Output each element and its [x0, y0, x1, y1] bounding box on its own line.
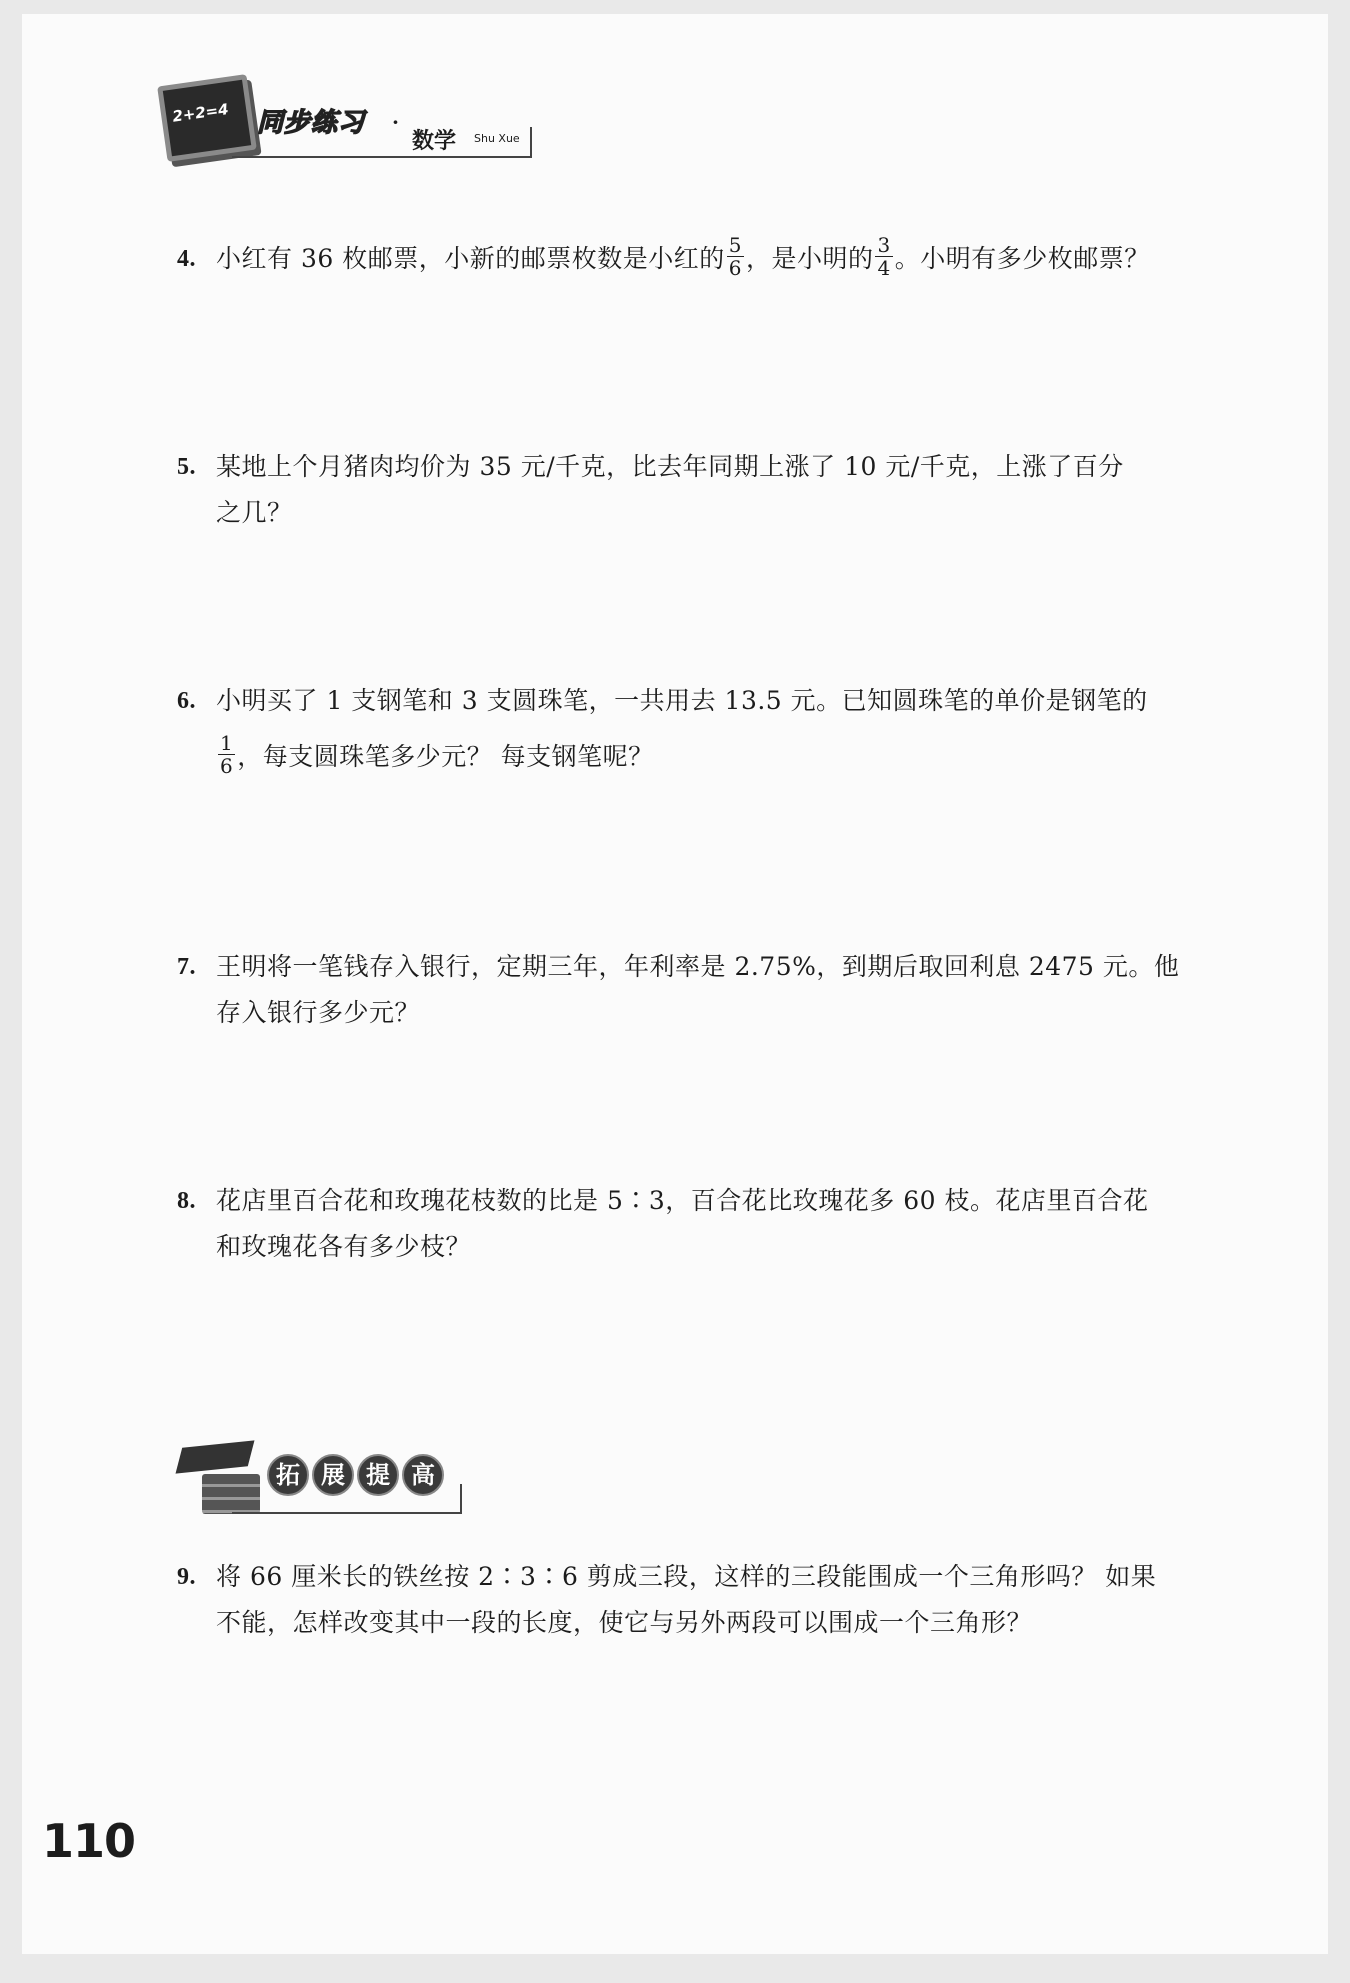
- fraction-numerator: 3: [877, 233, 891, 257]
- question-text-line2: 存入银行多少元？: [216, 998, 421, 1027]
- question-number: 9.: [177, 1564, 196, 1590]
- header-title: 同步练习: [257, 108, 366, 138]
- books-icon: [202, 1474, 260, 1514]
- question-text-line2: [216, 724, 1220, 790]
- question-text-line2: 之几？: [216, 498, 293, 527]
- graduation-cap-icon: [176, 1440, 255, 1473]
- question-number: 5.: [177, 454, 196, 480]
- question-text-line2: 和玫瑰花各有多少枝？: [216, 1232, 472, 1261]
- question-4: [177, 233, 1220, 283]
- question-text-line1: 将 66 厘米长的铁丝按 2∶3∶6 剪成三段，这样的三段能围成一个三角形吗？ 如果: [216, 1562, 1157, 1591]
- question-text-line1: 某地上个月猪肉均价为 35 元/千克，比去年同期上涨了 10 元/千克，上涨了百分: [216, 452, 1124, 481]
- header-pinyin: Shu Xue: [474, 132, 520, 145]
- fraction-numerator: 5: [728, 233, 742, 257]
- fraction: [875, 234, 892, 279]
- header-dot: ·: [392, 110, 399, 134]
- workbook-page: [22, 14, 1328, 1954]
- question-text-part: 。小明有多少枚邮票？: [894, 244, 1150, 273]
- question-6: [177, 678, 1220, 790]
- header-bracket: [530, 127, 532, 158]
- question-number: 7.: [177, 954, 196, 980]
- fraction-denominator: 4: [877, 256, 891, 280]
- section-char: 拓: [267, 1454, 309, 1496]
- question-8: [177, 1178, 1220, 1270]
- question-text: [216, 233, 1150, 280]
- question-text-line1: 花店里百合花和玫瑰花枝数的比是 5∶3，百合花比玫瑰花多 60 枝。花店里百合花: [216, 1186, 1149, 1215]
- question-text-line1: 小明买了 1 支钢笔和 3 支圆珠笔，一共用去 13.5 元。已知圆珠笔的单价是钢笔的: [216, 686, 1148, 715]
- question-number: 6.: [177, 688, 196, 714]
- header-underline: [232, 156, 532, 158]
- section-char: 提: [357, 1454, 399, 1496]
- fraction: [218, 732, 235, 777]
- chalkboard-icon: [157, 74, 257, 162]
- fraction-numerator: 1: [220, 731, 234, 755]
- question-9: [177, 1554, 1220, 1646]
- question-text-part: ，每支圆珠笔多少元？ 每支钢笔呢？: [237, 742, 654, 771]
- fraction-denominator: 6: [728, 256, 742, 280]
- section-header-extension: [172, 1434, 472, 1524]
- question-text-line1: 王明将一笔钱存入银行，定期三年，年利率是 2.75%，到期后取回利息 2475 元。他: [216, 952, 1180, 981]
- question-text-line2: 不能，怎样改变其中一段的长度，使它与另外两段可以围成一个三角形？: [216, 1608, 1033, 1637]
- question-5: [177, 444, 1220, 536]
- page-header: [162, 72, 542, 172]
- question-text-part: 小红有 36 枚邮票，小新的邮票枚数是小红的: [216, 244, 725, 273]
- section-char: 展: [312, 1454, 354, 1496]
- question-text-part: ，是小明的: [745, 244, 874, 273]
- section-bracket: [460, 1484, 462, 1514]
- fraction: [727, 234, 744, 279]
- section-underline: [232, 1512, 462, 1514]
- header-subject: 数学: [412, 129, 457, 154]
- page-number: 110: [42, 1814, 136, 1868]
- chalkboard-text: 2+2=4: [171, 100, 230, 126]
- question-number: 4.: [177, 246, 196, 272]
- fraction-denominator: 6: [220, 754, 234, 778]
- question-7: [177, 944, 1220, 1036]
- section-char: 高: [402, 1454, 444, 1496]
- question-number: 8.: [177, 1188, 196, 1214]
